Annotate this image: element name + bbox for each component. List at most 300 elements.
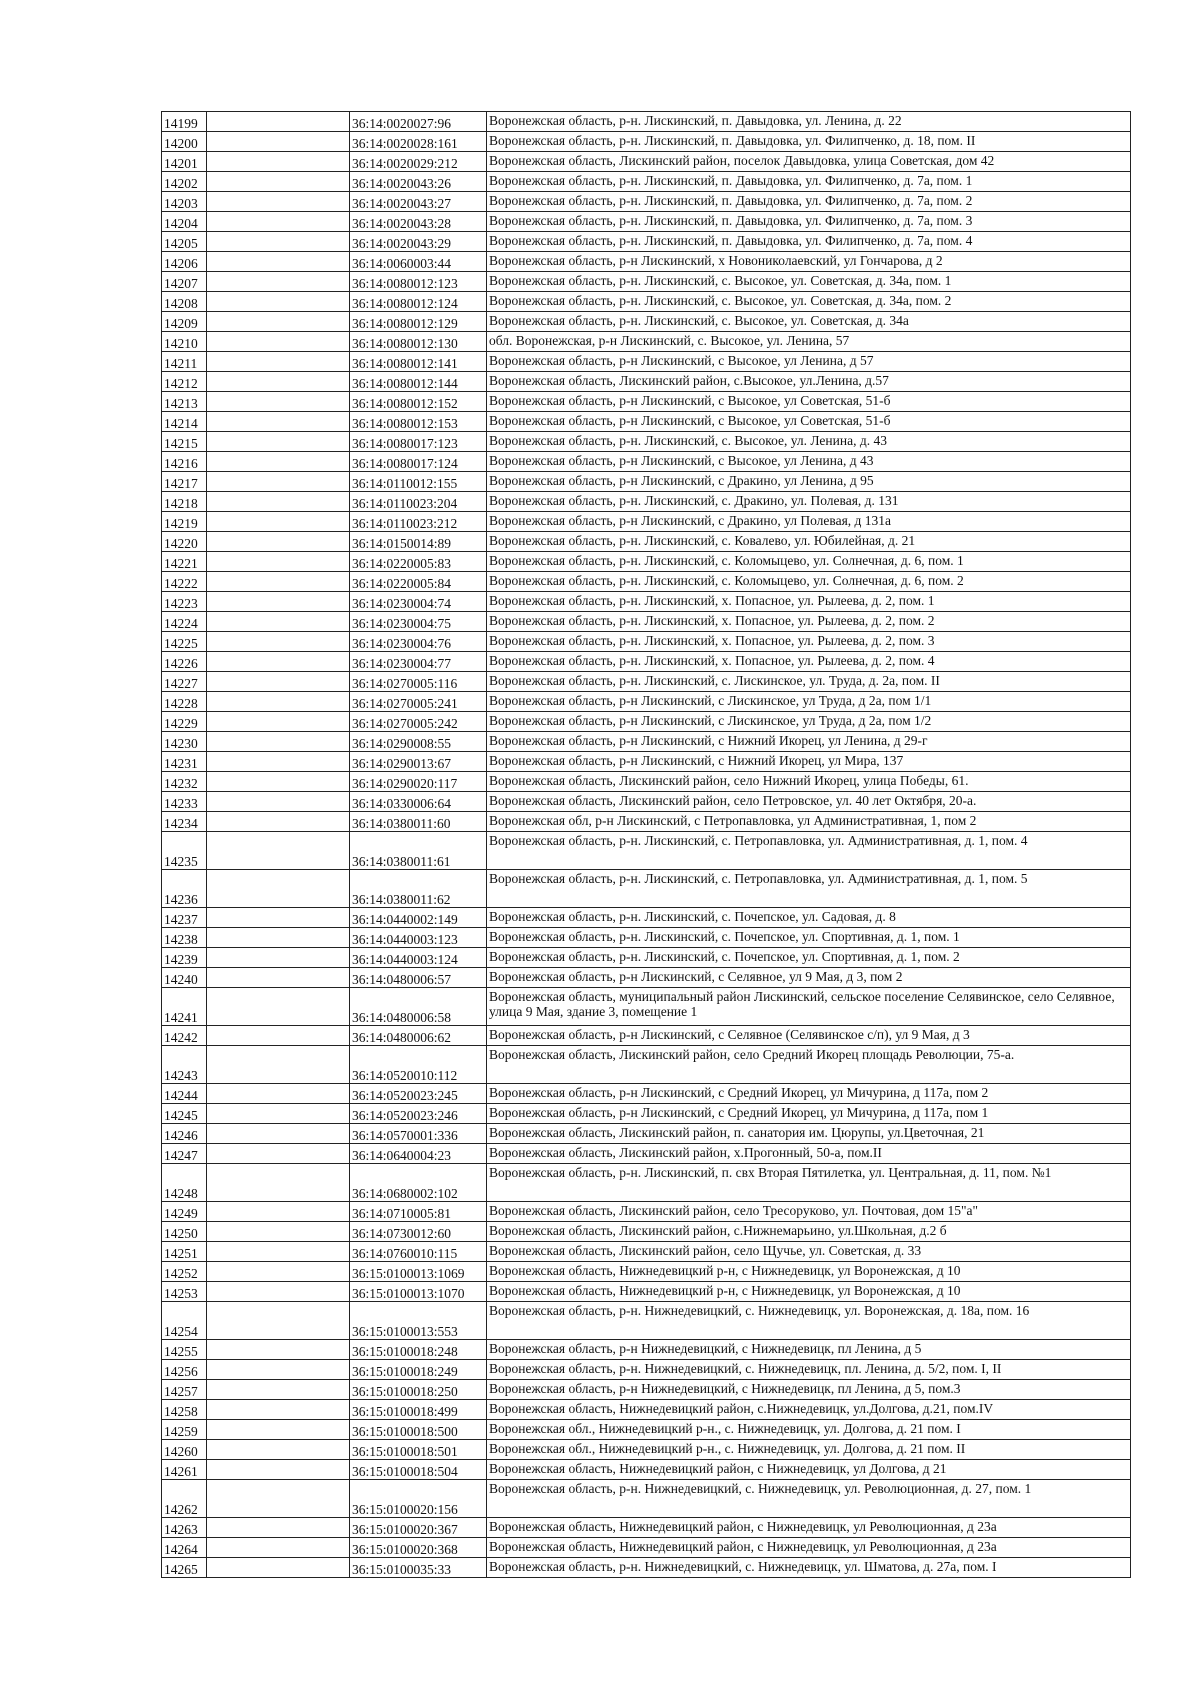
table-row (162, 272, 1131, 292)
row-number-cell: 14226 (162, 652, 207, 672)
address-cell: Воронежская область, р-н. Лискинский, с. Петропавловка, ул. Административная, д. 1, пом. 4 (487, 832, 1131, 870)
row-number-cell: 14228 (162, 692, 207, 712)
registry-body (162, 112, 1131, 1578)
empty-cell (207, 332, 350, 352)
empty-cell (207, 152, 350, 172)
row-number-cell: 14203 (162, 192, 207, 212)
cadastral-number-cell: 36:14:0270005:116 (350, 672, 487, 692)
empty-cell (207, 732, 350, 752)
address-cell: Воронежская обл., Нижнедевицкий р-н., с. Нижнедевицк, ул. Долгова, д. 21 пом. I (487, 1420, 1131, 1440)
empty-cell (207, 612, 350, 632)
empty-cell (207, 552, 350, 572)
row-number-cell: 14222 (162, 572, 207, 592)
cadastral-number-cell: 36:14:0020028:161 (350, 132, 487, 152)
row-number-cell: 14260 (162, 1440, 207, 1460)
cadastral-number-cell: 36:15:0100013:1070 (350, 1282, 487, 1302)
cadastral-number-cell: 36:15:0100018:501 (350, 1440, 487, 1460)
cadastral-number-cell: 36:14:0440003:124 (350, 948, 487, 968)
cadastral-number-cell: 36:14:0080012:152 (350, 392, 487, 412)
address-cell: Воронежская область, р-н. Лискинский, с. Петропавловка, ул. Административная, д. 1, пом. 5 (487, 870, 1131, 908)
table-row (162, 832, 1131, 870)
cadastral-number-cell: 36:14:0730012:60 (350, 1222, 487, 1242)
table-row (162, 432, 1131, 452)
empty-cell (207, 1340, 350, 1360)
cadastral-number-cell: 36:15:0100018:499 (350, 1400, 487, 1420)
cadastral-number-cell: 36:15:0100020:367 (350, 1518, 487, 1538)
cadastral-number-cell: 36:14:0290013:67 (350, 752, 487, 772)
cadastral-number-cell: 36:14:0080012:141 (350, 352, 487, 372)
table-row (162, 132, 1131, 152)
row-number-cell: 14246 (162, 1124, 207, 1144)
cadastral-number-cell: 36:14:0110023:204 (350, 492, 487, 512)
row-number-cell: 14207 (162, 272, 207, 292)
row-number-cell: 14244 (162, 1084, 207, 1104)
empty-cell (207, 312, 350, 332)
table-row (162, 1538, 1131, 1558)
address-cell: Воронежская область, р-н. Нижнедевицкий, с. Нижнедевицк, ул. Воронежская, д. 18а, пом. 16 (487, 1302, 1131, 1340)
cadastral-number-cell: 36:14:0150014:89 (350, 532, 487, 552)
table-row (162, 1026, 1131, 1046)
row-number-cell: 14214 (162, 412, 207, 432)
empty-cell (207, 1518, 350, 1538)
cadastral-number-cell: 36:14:0020043:28 (350, 212, 487, 232)
row-number-cell: 14259 (162, 1420, 207, 1440)
cadastral-number-cell: 36:14:0440003:123 (350, 928, 487, 948)
cadastral-number-cell: 36:14:0330006:64 (350, 792, 487, 812)
empty-cell (207, 212, 350, 232)
row-number-cell: 14251 (162, 1242, 207, 1262)
empty-cell (207, 352, 350, 372)
row-number-cell: 14243 (162, 1046, 207, 1084)
cadastral-number-cell: 36:14:0080017:123 (350, 432, 487, 452)
table-row (162, 1282, 1131, 1302)
address-cell: Воронежская область, р-н Лискинский, с Высокое, ул Советская, 51-б (487, 412, 1131, 432)
row-number-cell: 14237 (162, 908, 207, 928)
table-row (162, 372, 1131, 392)
cadastral-number-cell: 36:15:0100018:250 (350, 1380, 487, 1400)
table-row (162, 672, 1131, 692)
table-row (162, 112, 1131, 132)
row-number-cell: 14208 (162, 292, 207, 312)
table-row (162, 948, 1131, 968)
table-row (162, 332, 1131, 352)
table-row (162, 1222, 1131, 1242)
table-row (162, 712, 1131, 732)
address-cell: Воронежская область, р-н. Лискинский, п. Давыдовка, ул. Филипченко, д. 7а, пом. 1 (487, 172, 1131, 192)
row-number-cell: 14241 (162, 988, 207, 1026)
address-cell: Воронежская область, Лискинский район, п. санатория им. Цюрупы, ул.Цветочная, 21 (487, 1124, 1131, 1144)
cadastral-number-cell: 36:15:0100020:368 (350, 1538, 487, 1558)
address-cell: Воронежская область, Лискинский район, село Средний Икорец площадь Революции, 75-а. (487, 1046, 1131, 1084)
row-number-cell: 14238 (162, 928, 207, 948)
table-row (162, 988, 1131, 1026)
cadastral-number-cell: 36:14:0230004:75 (350, 612, 487, 632)
table-row (162, 1202, 1131, 1222)
table-row (162, 152, 1131, 172)
cadastral-number-cell: 36:15:0100020:156 (350, 1480, 487, 1518)
empty-cell (207, 1222, 350, 1242)
table-row (162, 1558, 1131, 1578)
address-cell: Воронежская область, р-н Лискинский, с Высокое, ул Ленина, д 43 (487, 452, 1131, 472)
table-row (162, 452, 1131, 472)
table-row (162, 1262, 1131, 1282)
cadastral-number-cell: 36:14:0020043:29 (350, 232, 487, 252)
table-row (162, 1144, 1131, 1164)
row-number-cell: 14242 (162, 1026, 207, 1046)
table-row (162, 1360, 1131, 1380)
table-row (162, 1302, 1131, 1340)
table-row (162, 212, 1131, 232)
cadastral-number-cell: 36:14:0760010:115 (350, 1242, 487, 1262)
table-row (162, 908, 1131, 928)
row-number-cell: 14235 (162, 832, 207, 870)
empty-cell (207, 968, 350, 988)
address-cell: Воронежская область, р-н. Лискинский, п. свх Вторая Пятилетка, ул. Центральная, д. 11, пом. №1 (487, 1164, 1131, 1202)
row-number-cell: 14265 (162, 1558, 207, 1578)
row-number-cell: 14257 (162, 1380, 207, 1400)
row-number-cell: 14213 (162, 392, 207, 412)
empty-cell (207, 1282, 350, 1302)
row-number-cell: 14225 (162, 632, 207, 652)
row-number-cell: 14220 (162, 532, 207, 552)
cadastral-number-cell: 36:15:0100018:500 (350, 1420, 487, 1440)
table-row (162, 792, 1131, 812)
cadastral-number-cell: 36:14:0570001:336 (350, 1124, 487, 1144)
empty-cell (207, 192, 350, 212)
address-cell: Воронежская область, р-н Лискинский, с Нижний Икорец, ул Мира, 137 (487, 752, 1131, 772)
empty-cell (207, 1420, 350, 1440)
empty-cell (207, 532, 350, 552)
cadastral-number-cell: 36:14:0080012:123 (350, 272, 487, 292)
cadastral-number-cell: 36:14:0380011:60 (350, 812, 487, 832)
cadastral-number-cell: 36:14:0480006:57 (350, 968, 487, 988)
cadastral-number-cell: 36:14:0020027:96 (350, 112, 487, 132)
table-row (162, 732, 1131, 752)
address-cell: Воронежская обл., Нижнедевицкий р-н., с. Нижнедевицк, ул. Долгова, д. 21 пом. II (487, 1440, 1131, 1460)
address-cell: Воронежская область, Лискинский район, с.Нижнемарьино, ул.Школьная, д.2 б (487, 1222, 1131, 1242)
address-cell: Воронежская область, р-н. Лискинский, п. Давыдовка, ул. Филипченко, д. 7а, пом. 2 (487, 192, 1131, 212)
table-row (162, 412, 1131, 432)
address-cell: Воронежская обл, р-н Лискинский, с Петропавловка, ул Административная, 1, пом 2 (487, 812, 1131, 832)
empty-cell (207, 1302, 350, 1340)
cadastral-number-cell: 36:14:0480006:58 (350, 988, 487, 1026)
empty-cell (207, 1046, 350, 1084)
cadastral-number-cell: 36:14:0290008:55 (350, 732, 487, 752)
table-row (162, 1440, 1131, 1460)
address-cell: Воронежская область, р-н. Нижнедевицкий, с. Нижнедевицк, пл. Ленина, д. 5/2, пом. I, II (487, 1360, 1131, 1380)
address-cell: Воронежская область, р-н. Лискинский, с. Высокое, ул. Советская, д. 34а, пом. 2 (487, 292, 1131, 312)
empty-cell (207, 652, 350, 672)
table-row (162, 1340, 1131, 1360)
address-cell: Воронежская область, р-н. Лискинский, с. Коломыцево, ул. Солнечная, д. 6, пом. 1 (487, 552, 1131, 572)
address-cell: Воронежская область, р-н Лискинский, с Селявное, ул 9 Мая, д 3, пом 2 (487, 968, 1131, 988)
row-number-cell: 14204 (162, 212, 207, 232)
address-cell: Воронежская область, р-н Лискинский, с Селявное (Селявинское с/п), ул 9 Мая, д 3 (487, 1026, 1131, 1046)
row-number-cell: 14206 (162, 252, 207, 272)
row-number-cell: 14223 (162, 592, 207, 612)
row-number-cell: 14202 (162, 172, 207, 192)
table-row (162, 312, 1131, 332)
address-cell: Воронежская область, Нижнедевицкий район, с Нижнедевицк, ул Долгова, д 21 (487, 1460, 1131, 1480)
empty-cell (207, 988, 350, 1026)
table-row (162, 612, 1131, 632)
table-row (162, 492, 1131, 512)
empty-cell (207, 1558, 350, 1578)
table-row (162, 1480, 1131, 1518)
empty-cell (207, 1400, 350, 1420)
table-row (162, 752, 1131, 772)
address-cell: Воронежская область, Лискинский район, х.Прогонный, 50-а, пом.II (487, 1144, 1131, 1164)
row-number-cell: 14211 (162, 352, 207, 372)
address-cell: Воронежская область, р-н Лискинский, с Средний Икорец, ул Мичурина, д 117а, пом 1 (487, 1104, 1131, 1124)
cadastral-number-cell: 36:14:0230004:74 (350, 592, 487, 612)
row-number-cell: 14199 (162, 112, 207, 132)
cadastral-number-cell: 36:14:0380011:61 (350, 832, 487, 870)
row-number-cell: 14217 (162, 472, 207, 492)
cadastral-number-cell: 36:14:0680002:102 (350, 1164, 487, 1202)
empty-cell (207, 292, 350, 312)
empty-cell (207, 812, 350, 832)
address-cell: Воронежская область, р-н. Лискинский, с. Почепское, ул. Садовая, д. 8 (487, 908, 1131, 928)
cadastral-number-cell: 36:14:0110012:155 (350, 472, 487, 492)
empty-cell (207, 672, 350, 692)
empty-cell (207, 572, 350, 592)
row-number-cell: 14216 (162, 452, 207, 472)
address-cell: Воронежская область, р-н. Лискинский, с. Высокое, ул. Советская, д. 34а, пом. 1 (487, 272, 1131, 292)
table-row (162, 532, 1131, 552)
table-row (162, 232, 1131, 252)
table-row (162, 552, 1131, 572)
table-row (162, 592, 1131, 612)
cadastral-number-cell: 36:14:0080012:153 (350, 412, 487, 432)
address-cell: Воронежская область, р-н. Лискинский, с. Ковалево, ул. Юбилейная, д. 21 (487, 532, 1131, 552)
address-cell: Воронежская область, р-н Лискинский, с Высокое, ул Советская, 51-б (487, 392, 1131, 412)
empty-cell (207, 1084, 350, 1104)
address-cell: Воронежская область, р-н. Лискинский, х. Попасное, ул. Рылеева, д. 2, пом. 1 (487, 592, 1131, 612)
address-cell: обл. Воронежская, р-н Лискинский, с. Высокое, ул. Ленина, 57 (487, 332, 1131, 352)
row-number-cell: 14236 (162, 870, 207, 908)
empty-cell (207, 1460, 350, 1480)
empty-cell (207, 132, 350, 152)
empty-cell (207, 1360, 350, 1380)
row-number-cell: 14233 (162, 792, 207, 812)
table-row (162, 172, 1131, 192)
cadastral-number-cell: 36:15:0100013:553 (350, 1302, 487, 1340)
row-number-cell: 14249 (162, 1202, 207, 1222)
table-row (162, 512, 1131, 532)
cadastral-number-cell: 36:14:0230004:77 (350, 652, 487, 672)
cadastral-number-cell: 36:14:0220005:84 (350, 572, 487, 592)
address-cell: Воронежская область, р-н Лискинский, с Дракино, ул Полевая, д 131а (487, 512, 1131, 532)
empty-cell (207, 1104, 350, 1124)
row-number-cell: 14221 (162, 552, 207, 572)
address-cell: Воронежская область, р-н Лискинский, с Лискинское, ул Труда, д 2а, пом 1/1 (487, 692, 1131, 712)
empty-cell (207, 1124, 350, 1144)
row-number-cell: 14262 (162, 1480, 207, 1518)
table-row (162, 1124, 1131, 1144)
address-cell: Воронежская область, Нижнедевицкий р-н, с Нижнедевицк, ул Воронежская, д 10 (487, 1282, 1131, 1302)
table-row (162, 1460, 1131, 1480)
empty-cell (207, 948, 350, 968)
row-number-cell: 14255 (162, 1340, 207, 1360)
row-number-cell: 14218 (162, 492, 207, 512)
row-number-cell: 14252 (162, 1262, 207, 1282)
empty-cell (207, 1538, 350, 1558)
table-row (162, 692, 1131, 712)
address-cell: Воронежская область, р-н Лискинский, с Дракино, ул Ленина, д 95 (487, 472, 1131, 492)
empty-cell (207, 1440, 350, 1460)
cadastral-number-cell: 36:15:0100018:248 (350, 1340, 487, 1360)
table-row (162, 292, 1131, 312)
table-row (162, 352, 1131, 372)
row-number-cell: 14210 (162, 332, 207, 352)
row-number-cell: 14239 (162, 948, 207, 968)
address-cell: Воронежская область, р-н Лискинский, х Новониколаевский, ул Гончарова, д 2 (487, 252, 1131, 272)
row-number-cell: 14224 (162, 612, 207, 632)
cadastral-number-cell: 36:14:0080012:124 (350, 292, 487, 312)
empty-cell (207, 432, 350, 452)
empty-cell (207, 372, 350, 392)
cadastral-number-cell: 36:14:0380011:62 (350, 870, 487, 908)
empty-cell (207, 692, 350, 712)
empty-cell (207, 472, 350, 492)
empty-cell (207, 632, 350, 652)
cadastral-number-cell: 36:14:0440002:149 (350, 908, 487, 928)
row-number-cell: 14231 (162, 752, 207, 772)
address-cell: Воронежская область, Нижнедевицкий район, с Нижнедевицк, ул Революционная, д 23а (487, 1518, 1131, 1538)
address-cell: Воронежская область, Лискинский район, село Петровское, ул. 40 лет Октября, 20-а. (487, 792, 1131, 812)
address-cell: Воронежская область, р-н Лискинский, с Лискинское, ул Труда, д 2а, пом 1/2 (487, 712, 1131, 732)
cadastral-number-cell: 36:14:0080012:144 (350, 372, 487, 392)
table-row (162, 928, 1131, 948)
cadastral-number-cell: 36:14:0110023:212 (350, 512, 487, 532)
table-row (162, 652, 1131, 672)
address-cell: Воронежская область, р-н. Лискинский, х. Попасное, ул. Рылеева, д. 2, пом. 3 (487, 632, 1131, 652)
address-cell: Воронежская область, Нижнедевицкий район, с.Нижнедевицк, ул.Долгова, д.21, пом.IV (487, 1400, 1131, 1420)
cadastral-number-cell: 36:14:0230004:76 (350, 632, 487, 652)
address-cell: Воронежская область, р-н. Лискинский, с. Дракино, ул. Полевая, д. 131 (487, 492, 1131, 512)
address-cell: Воронежская область, р-н. Лискинский, с. Высокое, ул. Ленина, д. 43 (487, 432, 1131, 452)
row-number-cell: 14253 (162, 1282, 207, 1302)
cadastral-number-cell: 36:14:0080017:124 (350, 452, 487, 472)
row-number-cell: 14247 (162, 1144, 207, 1164)
row-number-cell: 14209 (162, 312, 207, 332)
address-cell: Воронежская область, р-н. Лискинский, п. Давыдовка, ул. Филипченко, д. 7а, пом. 3 (487, 212, 1131, 232)
row-number-cell: 14219 (162, 512, 207, 532)
empty-cell (207, 1026, 350, 1046)
address-cell: Воронежская область, р-н. Лискинский, с. Почепское, ул. Спортивная, д. 1, пом. 1 (487, 928, 1131, 948)
empty-cell (207, 492, 350, 512)
empty-cell (207, 832, 350, 870)
empty-cell (207, 1480, 350, 1518)
table-row (162, 192, 1131, 212)
address-cell: Воронежская область, муниципальный район Лискинский, сельское поселение Селявинское, село Селявное, улица 9 Мая, здание 3, помещение 1 (487, 988, 1131, 1026)
table-row (162, 1164, 1131, 1202)
empty-cell (207, 232, 350, 252)
row-number-cell: 14250 (162, 1222, 207, 1242)
table-row (162, 870, 1131, 908)
cadastral-number-cell: 36:14:0520023:245 (350, 1084, 487, 1104)
address-cell: Воронежская область, Нижнедевицкий р-н, с Нижнедевицк, ул Воронежская, д 10 (487, 1262, 1131, 1282)
address-cell: Воронежская область, р-н. Нижнедевицкий, с. Нижнедевицк, ул. Шматова, д. 27а, пом. I (487, 1558, 1131, 1578)
cadastral-number-cell: 36:14:0220005:83 (350, 552, 487, 572)
address-cell: Воронежская область, р-н Нижнедевицкий, с Нижнедевицк, пл Ленина, д 5 (487, 1340, 1131, 1360)
empty-cell (207, 752, 350, 772)
table-row (162, 632, 1131, 652)
cadastral-number-cell: 36:14:0080012:130 (350, 332, 487, 352)
address-cell: Воронежская область, р-н. Лискинский, с. Почепское, ул. Спортивная, д. 1, пом. 2 (487, 948, 1131, 968)
cadastral-number-cell: 36:15:0100035:33 (350, 1558, 487, 1578)
table-row (162, 772, 1131, 792)
cadastral-number-cell: 36:14:0020043:26 (350, 172, 487, 192)
empty-cell (207, 392, 350, 412)
property-registry-table (161, 111, 1131, 1578)
address-cell: Воронежская область, р-н Лискинский, с Нижний Икорец, ул Ленина, д 29-г (487, 732, 1131, 752)
row-number-cell: 14230 (162, 732, 207, 752)
table-row (162, 392, 1131, 412)
row-number-cell: 14205 (162, 232, 207, 252)
address-cell: Воронежская область, р-н. Лискинский, с. Высокое, ул. Советская, д. 34а (487, 312, 1131, 332)
empty-cell (207, 1164, 350, 1202)
cadastral-number-cell: 36:14:0020043:27 (350, 192, 487, 212)
row-number-cell: 14258 (162, 1400, 207, 1420)
cadastral-number-cell: 36:14:0270005:242 (350, 712, 487, 732)
empty-cell (207, 1262, 350, 1282)
address-cell: Воронежская область, р-н. Лискинский, п. Давыдовка, ул. Филипченко, д. 7а, пом. 4 (487, 232, 1131, 252)
empty-cell (207, 412, 350, 432)
cadastral-number-cell: 36:14:0480006:62 (350, 1026, 487, 1046)
empty-cell (207, 272, 350, 292)
row-number-cell: 14200 (162, 132, 207, 152)
empty-cell (207, 512, 350, 532)
address-cell: Воронежская область, р-н. Лискинский, х. Попасное, ул. Рылеева, д. 2, пом. 2 (487, 612, 1131, 632)
cadastral-number-cell: 36:14:0640004:23 (350, 1144, 487, 1164)
address-cell: Воронежская область, р-н. Лискинский, х. Попасное, ул. Рылеева, д. 2, пом. 4 (487, 652, 1131, 672)
address-cell: Воронежская область, р-н Нижнедевицкий, с Нижнедевицк, пл Ленина, д 5, пом.3 (487, 1380, 1131, 1400)
row-number-cell: 14254 (162, 1302, 207, 1340)
empty-cell (207, 792, 350, 812)
empty-cell (207, 1144, 350, 1164)
row-number-cell: 14264 (162, 1538, 207, 1558)
address-cell: Воронежская область, р-н Лискинский, с Высокое, ул Ленина, д 57 (487, 352, 1131, 372)
empty-cell (207, 870, 350, 908)
row-number-cell: 14232 (162, 772, 207, 792)
row-number-cell: 14201 (162, 152, 207, 172)
table-row (162, 812, 1131, 832)
row-number-cell: 14245 (162, 1104, 207, 1124)
table-row (162, 1380, 1131, 1400)
empty-cell (207, 252, 350, 272)
empty-cell (207, 928, 350, 948)
empty-cell (207, 908, 350, 928)
empty-cell (207, 592, 350, 612)
address-cell: Воронежская область, Лискинский район, село Щучье, ул. Советская, д. 33 (487, 1242, 1131, 1262)
address-cell: Воронежская область, Лискинский район, поселок Давыдовка, улица Советская, дом 42 (487, 152, 1131, 172)
address-cell: Воронежская область, р-н. Лискинский, с. Лискинское, ул. Труда, д. 2а, пом. II (487, 672, 1131, 692)
address-cell: Воронежская область, Лискинский район, село Тресоруково, ул. Почтовая, дом 15"а" (487, 1202, 1131, 1222)
table-row (162, 1400, 1131, 1420)
row-number-cell: 14263 (162, 1518, 207, 1538)
cadastral-number-cell: 36:14:0520023:246 (350, 1104, 487, 1124)
row-number-cell: 14227 (162, 672, 207, 692)
address-cell: Воронежская область, Нижнедевицкий район, с Нижнедевицк, ул Революционная, д 23а (487, 1538, 1131, 1558)
table-row (162, 572, 1131, 592)
address-cell: Воронежская область, Лискинский район, село Нижний Икорец, улица Победы, 61. (487, 772, 1131, 792)
address-cell: Воронежская область, р-н. Лискинский, п. Давыдовка, ул. Филипченко, д. 18, пом. II (487, 132, 1131, 152)
empty-cell (207, 1202, 350, 1222)
empty-cell (207, 1242, 350, 1262)
cadastral-number-cell: 36:15:0100013:1069 (350, 1262, 487, 1282)
